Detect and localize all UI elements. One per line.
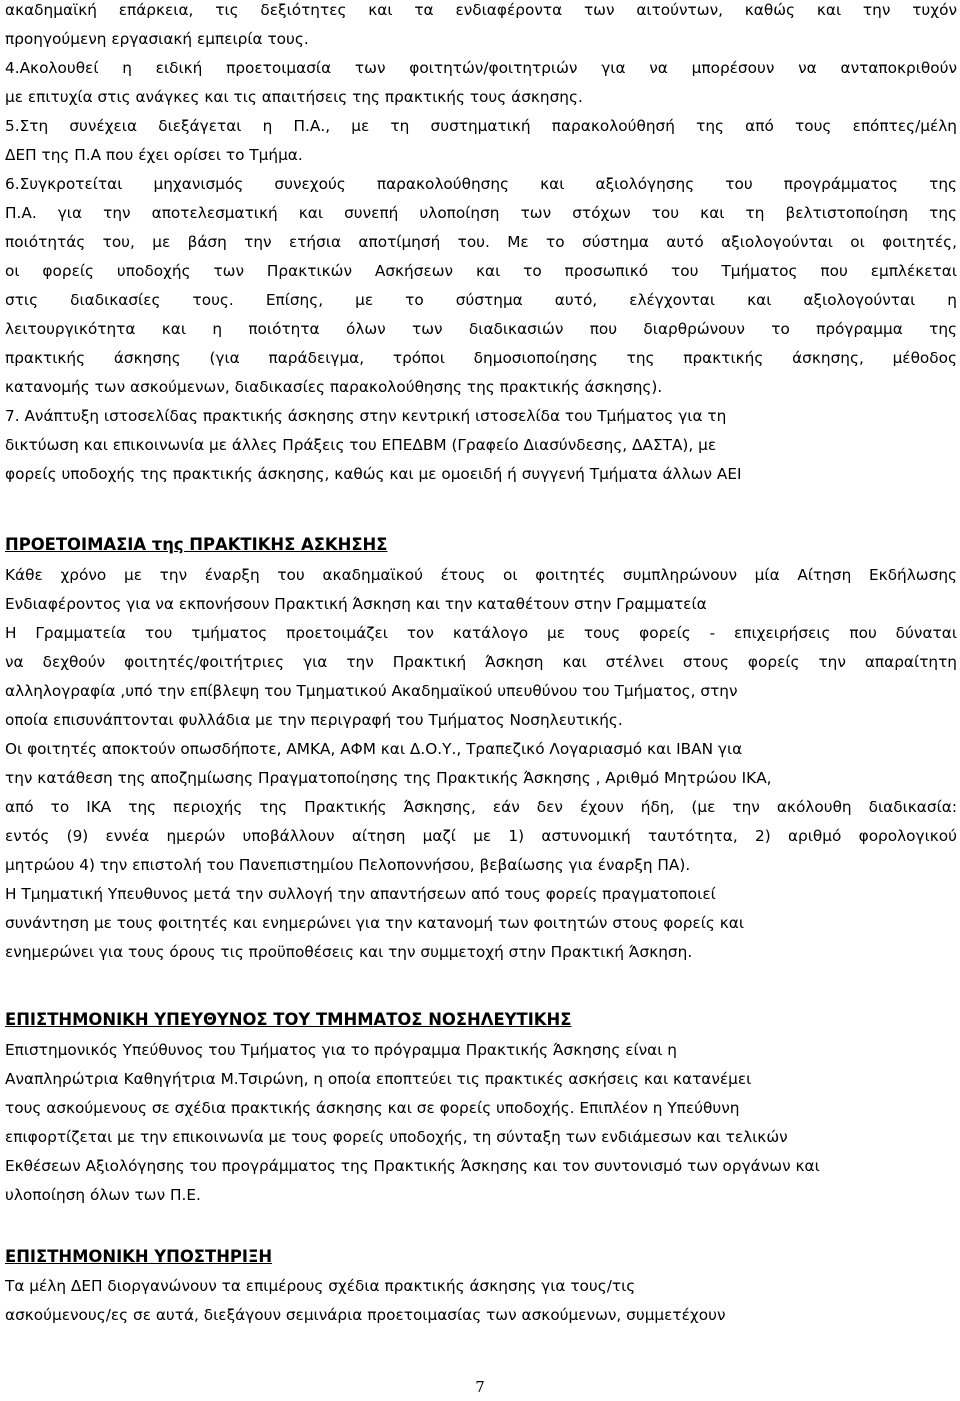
text-line: φορείς υποδοχής της πρακτικής άσκησης, καθώς και με ομοειδή ή συγγενή Τμήματα άλλων ΑΕΙ [5,465,742,483]
text-line: ακαδημαϊκή επάρκεια, τις δεξιότητες και τα ενδιαφέροντα των αιτούντων, καθώς και την τυχόν [5,1,957,19]
text-line: δικτύωση και επικοινωνία με άλλες Πράξεις του ΕΠΕΔΒΜ (Γραφείο Διασύνδεσης, ΔΑΣΤΑ), με [5,436,717,454]
text-line: Κάθε χρόνο με την έναρξη του ακαδημαϊκού έτους οι φοιτητές συμπληρώνουν μία Αίτηση Εκδήλωσης [5,566,957,584]
text-line: εντός (9) εννέα ημερών υποβάλλουν αίτηση μαζί με 1) αστυνομική ταυτότητα, 2) αριθμό φορολογικού [5,827,957,845]
text-line: Ενδιαφέροντος για να εκπονήσουν Πρακτική Άσκηση και την καταθέτουν στην Γραμματεία [5,595,707,613]
text-line: προηγούμενη εργασιακή εμπειρία τους. [5,30,309,48]
text-line: λειτουργικότητα και η ποιότητα όλων των διαδικασιών που διαρθρώνουν το πρόγραμμα της [5,320,957,338]
text-line: με επιτυχία στις ανάγκες και τις απαιτήσεις της πρακτικής τους άσκησης. [5,88,583,106]
text-line: υλοποίηση όλων των Π.Ε. [5,1186,201,1204]
text-line: Π.Α. για την αποτελεσματική και συνεπή υλοποίηση των στόχων του και τη βελτιστοποίηση της [5,204,957,222]
intro-list [5,0,957,489]
text-line: ενημερώνει για τους όρους τις προϋποθέσεις και την συμμετοχή στην Πρακτική Άσκηση. [5,943,693,961]
text-line: κατανομής των ασκούμενων, διαδικασίες παρακολούθησης της πρακτικής άσκησης). [5,378,663,396]
text-line: Η Τμηματική Υπευθυνος μετά την συλλογή την απαντήσεων από τους φορείς πραγματοποιεί [5,885,716,903]
text-line: ποιότητάς του, με βάση την ετήσια αποτίμησή του. Με το σύστημα αυτό αξιολογούνται οι φοιτητές, [5,233,957,251]
text-line: ασκούμενους/ες σε αυτά, διεξάγουν σεμινάρια προετοιμασίας των ασκούμενων, συμμετέχουν [5,1306,726,1324]
text-line: Η Γραμματεία του τμήματος προετοιμάζει τον κατάλογο με τους φορείς - επιχειρήσεις που δύναται [5,624,957,642]
text-line: οποία επισυνάπτονται φυλλάδια με την περιγραφή του Τμήματος Νοσηλευτικής. [5,711,623,729]
text-line: τους ασκούμενους σε σχέδια πρακτικής άσκησης και σε φορείς υποδοχής. Επιπλέον η Υπεύθυνη [5,1099,740,1117]
text-line: την κατάθεση της αποζημίωσης Πραγματοποίησης της Πρακτικής Άσκησης , Αριθμό Μητρώου ΙΚΑ, [5,769,772,787]
section-heading-scientific-lead: ΕΠΙΣΤΗΜΟΝΙΚΗ ΥΠΕΥΘΥΝΟΣ ΤΟΥ ΤΜΗΜΑΤΟΣ ΝΟΣΗΛΕΥΤΙΚΗΣ [5,1010,572,1029]
section-heading-support: ΕΠΙΣΤΗΜΟΝΙΚΗ ΥΠΟΣΤΗΡΙΞΗ [5,1247,273,1266]
text-line: Αναπληρώτρια Καθηγήτρια Μ.Τσιρώνη, η οποία εποπτεύει τις πρακτικές ασκήσεις και κατανέμει [5,1070,752,1088]
section-body-support [5,1272,957,1330]
text-line: από το ΙΚΑ της περιοχής της Πρακτικής Άσκησης, εάν δεν έχουν ήδη, (με την ακόλουθη διαδικασία: [5,798,957,816]
text-line: επιφορτίζεται με την επικοινωνία με τους φορείς υποδοχής, τη σύνταξη των ενδιάμεσων και τελικών [5,1128,788,1146]
text-line: 7. Ανάπτυξη ιστοσελίδας πρακτικής άσκησης στην κεντρική ιστοσελίδα του Τμήματος για τη [5,407,727,425]
text-line: 6.Συγκροτείται μηχανισμός συνεχούς παρακολούθησης και αξιολόγησης του προγράμματος της [5,175,957,193]
text-line: αλληλογραφία ,υπό την επίβλεψη του Τμηματικού Ακαδημαϊκού υπευθύνου του Τμήματος, στην [5,682,738,700]
section-body-preparation [5,561,957,967]
text-line: συνάντηση με τους φοιτητές και ενημερώνει για την κατανομή των φοιτητών στους φορείς και [5,914,744,932]
text-line: Εκθέσεων Αξιολόγησης του προγράμματος της Πρακτικής Άσκησης και τον συντονισμό των οργάνων και [5,1157,820,1175]
text-line: Επιστημονικός Υπεύθυνος του Τμήματος για το πρόγραμμα Πρακτικής Άσκησης είναι η [5,1041,678,1059]
section-heading-preparation: ΠΡΟΕΤΟΙΜΑΣΙΑ της ΠΡΑΚΤΙΚΗΣ ΑΣΚΗΣΗΣ [5,535,388,554]
text-line: μητρώου 4) την επιστολή του Πανεπιστημίου Πελοποννήσου, βεβαίωσης για έναρξη ΠΑ). [5,856,691,874]
text-line: 4.Ακολουθεί η ειδική προετοιμασία των φοιτητών/φοιτητριών για να μπορέσουν να ανταποκριθούν [5,59,957,77]
text-line: 5.Στη συνέχεια διεξάγεται η Π.Α., με τη συστηματική παρακολούθησή της από τους επόπτες/μέλη [5,117,957,135]
text-line: οι φορείς υποδοχής των Πρακτικών Ασκήσεων και το προσωπικό του Τμήματος που εμπλέκεται [5,262,957,280]
text-line: ΔΕΠ της Π.Α που έχει ορίσει το Τμήμα. [5,146,303,164]
page-number: 7 [475,1378,485,1396]
text-line: Τα μέλη ΔΕΠ διοργανώνουν τα επιμέρους σχέδια πρακτικής άσκησης για τους/τις [5,1277,636,1295]
section-body-scientific-lead [5,1036,957,1210]
text-line: στις διαδικασίες τους. Επίσης, με το σύστημα αυτό, ελέγχονται και αξιολογούνται η [5,291,957,309]
text-line: πρακτικής άσκησης (για παράδειγμα, τρόποι δημοσιοποίησης της πρακτικής άσκησης, μέθοδος [5,349,957,367]
text-line: Οι φοιτητές αποκτούν οπωσδήποτε, ΑΜΚΑ, ΑΦΜ και Δ.Ο.Υ., Τραπεζικό Λογαριασμό και IBAN για [5,740,743,758]
text-line: να δεχθούν φοιτητές/φοιτήτριες για την Πρακτική Άσκηση και στέλνει στους φορείς την απαραίτητη [5,653,957,671]
